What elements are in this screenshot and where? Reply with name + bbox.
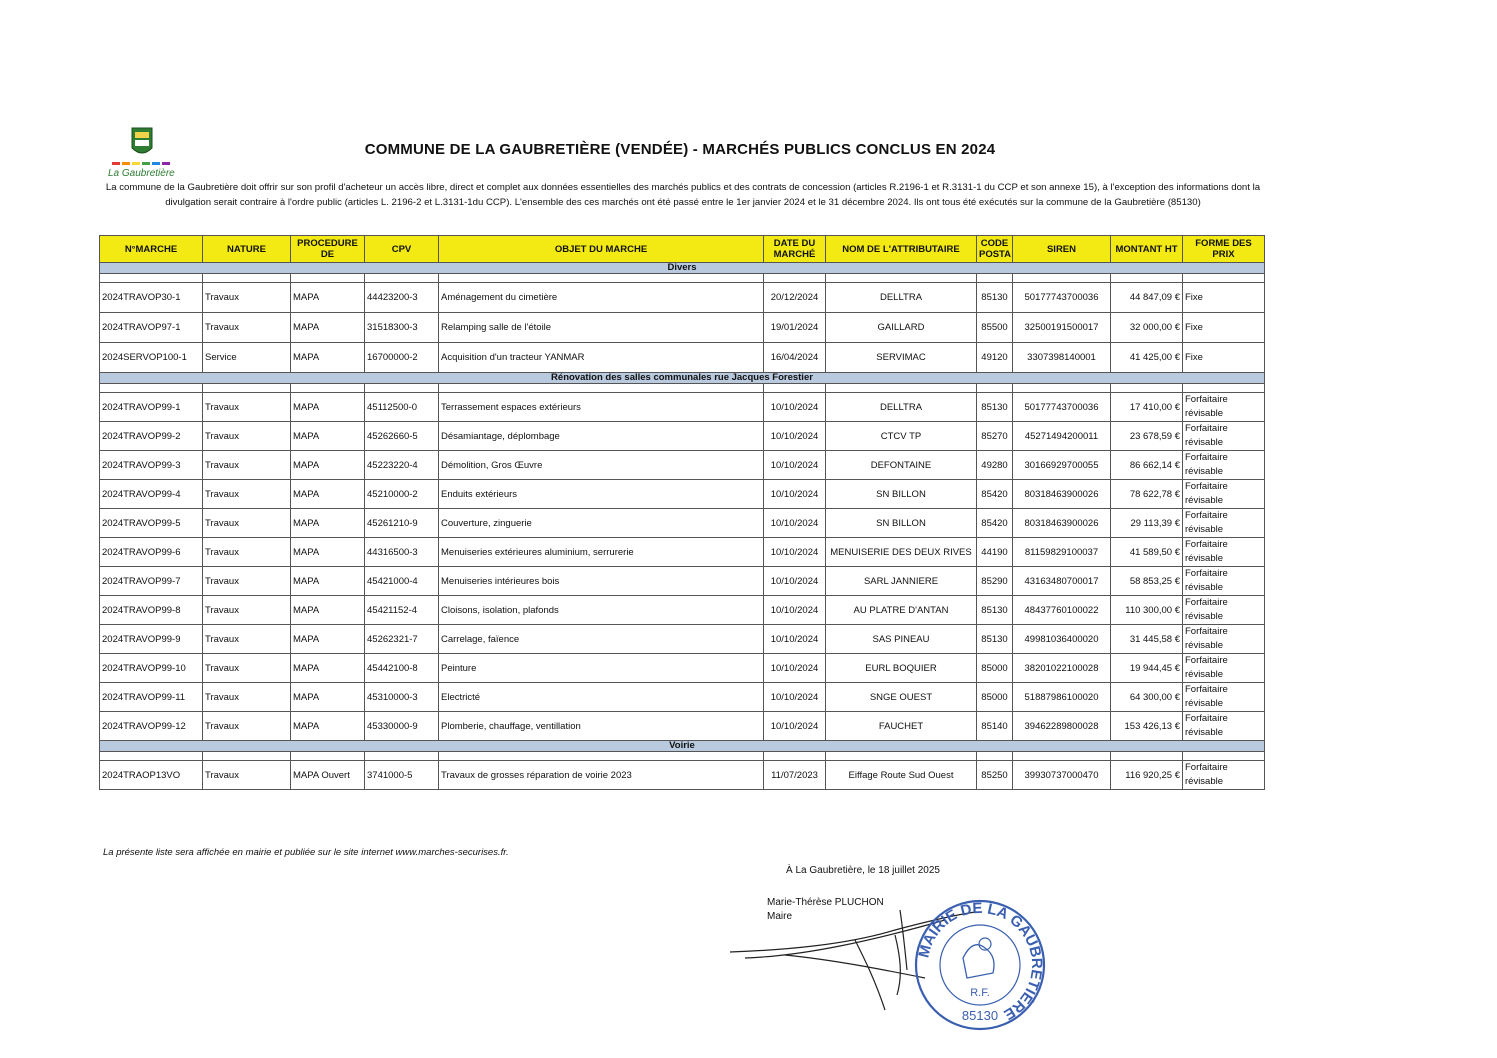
intro-paragraph: La commune de la Gaubretière doit offrir sur son profil d'acheteur un accès libre, direct et complet aux données essentielles des marchés publics et des contrats de concession (articles R.2196-1 et R.3131-1 du CCP et son annexe 15), à l'exception des informations dont la divulgation serait contraire à l'ordre public (articles L. 2196-2 et L.3131-1du CCP). L'ensemble des ces marchés ont été passé entre le 1er janvier 2024 et le 31 décembre 2024. Ils ont tous été exécutés sur la commune de la Gaubretière (85130) [105,182,1261,208]
table-cell: 45310000-3 [365,683,439,712]
svg-text:R.F.: R.F. [970,987,990,999]
empty-cell [977,752,1013,761]
table-cell: Forfaitaire révisable [1183,654,1265,683]
spacer-row [100,274,1265,283]
table-row [100,712,1265,741]
table-cell: 45223220-4 [365,451,439,480]
table-cell: 85140 [977,712,1013,741]
table-row [100,567,1265,596]
table-cell: 85250 [977,761,1013,790]
table-cell: 10/10/2024 [764,509,826,538]
table-cell: 2024TRAVOP97-1 [100,313,203,343]
empty-cell [1111,274,1183,283]
table-cell: Couverture, zinguerie [439,509,764,538]
svg-text:MAIRIE DE LA GAUBRETIÈRE: MAIRIE DE LA GAUBRETIÈRE [915,899,1046,1024]
table-cell: Désamiantage, déplombage [439,422,764,451]
empty-cell [826,274,977,283]
table-cell: 49981036400020 [1013,625,1111,654]
table-cell: 85420 [977,509,1013,538]
table-cell: 3741000-5 [365,761,439,790]
table-cell: 51887986100020 [1013,683,1111,712]
table-cell: 2024TRAVOP99-2 [100,422,203,451]
empty-cell [439,752,764,761]
table-cell: 2024TRAVOP99-6 [100,538,203,567]
table-cell: GAILLARD [826,313,977,343]
table-row [100,393,1265,422]
table-row [100,683,1265,712]
table-cell: 85130 [977,596,1013,625]
table-cell: 45271494200011 [1013,422,1111,451]
table-cell: MAPA [291,596,365,625]
table-cell: 45421152-4 [365,596,439,625]
table-cell: Plomberie, chauffage, ventillation [439,712,764,741]
section-header-row [100,741,1265,752]
table-cell: SN BILLON [826,509,977,538]
table-cell: 38201022100028 [1013,654,1111,683]
table-cell: 80318463900026 [1013,509,1111,538]
table-cell: 31518300-3 [365,313,439,343]
empty-cell [100,384,203,393]
section-title: Divers [100,263,1265,274]
table-cell: 2024TRAOP13VO [100,761,203,790]
table-row [100,343,1265,373]
table-cell: 10/10/2024 [764,712,826,741]
table-cell: Aménagement du cimetière [439,283,764,313]
table-row [100,283,1265,313]
empty-cell [291,752,365,761]
empty-cell [439,384,764,393]
table-cell: 80318463900026 [1013,480,1111,509]
table-cell: 44190 [977,538,1013,567]
table-cell: 85500 [977,313,1013,343]
table-cell: 85130 [977,625,1013,654]
empty-cell [1013,274,1111,283]
table-cell: MAPA [291,712,365,741]
table-cell: Forfaitaire révisable [1183,683,1265,712]
empty-cell [439,274,764,283]
table-cell: 19 944,45 € [1111,654,1183,683]
section-header-row [100,263,1265,274]
table-cell: Forfaitaire révisable [1183,596,1265,625]
spacer-row [100,384,1265,393]
empty-cell [1183,752,1265,761]
empty-cell [1183,384,1265,393]
table-cell: 2024TRAVOP99-10 [100,654,203,683]
table-cell: Travaux [203,422,291,451]
table-cell: Carrelage, faïence [439,625,764,654]
table-cell: Fixe [1183,283,1265,313]
table-cell: Forfaitaire révisable [1183,451,1265,480]
table-cell: 10/10/2024 [764,393,826,422]
table-cell: 2024SERVOP100-1 [100,343,203,373]
table-cell: 45112500-0 [365,393,439,422]
table-cell: 10/10/2024 [764,567,826,596]
table-cell: Travaux [203,654,291,683]
col-header: N°MARCHE [100,236,203,263]
table-cell: 17 410,00 € [1111,393,1183,422]
table-cell: 44316500-3 [365,538,439,567]
table-cell: Travaux [203,683,291,712]
table-cell: 10/10/2024 [764,683,826,712]
table-cell: Travaux [203,283,291,313]
table-row [100,654,1265,683]
empty-cell [1013,384,1111,393]
table-cell: 41 589,50 € [1111,538,1183,567]
table-cell: 2024TRAVOP99-3 [100,451,203,480]
svg-text:85130: 85130 [961,1008,999,1023]
empty-cell [764,384,826,393]
section-header-row [100,373,1265,384]
table-cell: 116 920,25 € [1111,761,1183,790]
col-header: OBJET DU MARCHE [439,236,764,263]
table-cell: Enduits extérieurs [439,480,764,509]
table-cell: Travaux [203,393,291,422]
table-cell: Service [203,343,291,373]
empty-cell [977,384,1013,393]
table-cell: 32 000,00 € [1111,313,1183,343]
col-header: FORME DES PRIX [1183,236,1265,263]
table-cell: 153 426,13 € [1111,712,1183,741]
table-cell: Menuiseries extérieures aluminium, serrurerie [439,538,764,567]
table-cell: Travaux [203,761,291,790]
table-cell: 85420 [977,480,1013,509]
table-row [100,313,1265,343]
table-cell: 85290 [977,567,1013,596]
table-cell: Forfaitaire révisable [1183,393,1265,422]
empty-cell [365,752,439,761]
table-cell: 64 300,00 € [1111,683,1183,712]
table-cell: MAPA Ouvert [291,761,365,790]
empty-cell [1111,384,1183,393]
table-cell: MAPA [291,451,365,480]
empty-cell [203,274,291,283]
empty-cell [1013,752,1111,761]
table-cell: 30166929700055 [1013,451,1111,480]
table-cell: 29 113,39 € [1111,509,1183,538]
table-cell: Forfaitaire révisable [1183,712,1265,741]
table-cell: Travaux [203,480,291,509]
table-cell: Forfaitaire révisable [1183,761,1265,790]
table-cell: MAPA [291,313,365,343]
table-cell: Forfaitaire révisable [1183,625,1265,654]
table-cell: Travaux [203,712,291,741]
table-cell: DEFONTAINE [826,451,977,480]
table-cell: 10/10/2024 [764,654,826,683]
empty-cell [365,384,439,393]
table-cell: 43163480700017 [1013,567,1111,596]
table-header-row [100,236,1265,263]
table-cell: MAPA [291,509,365,538]
table-cell: 85270 [977,422,1013,451]
table-cell: 3307398140001 [1013,343,1111,373]
table-cell: 23 678,59 € [1111,422,1183,451]
table-row [100,538,1265,567]
section-title: Rénovation des salles communales rue Jacques Forestier [100,373,1265,384]
signatory-name: Marie-Thérèse PLUCHON [767,897,884,908]
table-cell: 85130 [977,283,1013,313]
contracts-table [99,235,1265,790]
table-cell: Travaux [203,451,291,480]
table-row [100,480,1265,509]
empty-cell [764,752,826,761]
table-cell: 85000 [977,654,1013,683]
table-cell: MENUISERIE DES DEUX RIVES [826,538,977,567]
table-cell: 2024TRAVOP99-1 [100,393,203,422]
spacer-row [100,752,1265,761]
table-cell: 49120 [977,343,1013,373]
table-row [100,625,1265,654]
table-cell: Eiffage Route Sud Ouest [826,761,977,790]
table-cell: 2024TRAVOP30-1 [100,283,203,313]
table-cell: 10/10/2024 [764,538,826,567]
col-header: PROCEDURE DE [291,236,365,263]
table-cell: 78 622,78 € [1111,480,1183,509]
official-stamp [913,898,1047,1032]
empty-cell [1111,752,1183,761]
table-cell: 39930737000470 [1013,761,1111,790]
table-cell: Acquisition d'un tracteur YANMAR [439,343,764,373]
empty-cell [365,274,439,283]
table-cell: MAPA [291,538,365,567]
table-cell: MAPA [291,422,365,451]
table-cell: 45262660-5 [365,422,439,451]
table-cell: DELLTRA [826,393,977,422]
place-date: À La Gaubretière, le 18 juillet 2025 [786,865,940,876]
empty-cell [291,384,365,393]
table-cell: 10/10/2024 [764,480,826,509]
table-cell: SERVIMAC [826,343,977,373]
table-cell: 41 425,00 € [1111,343,1183,373]
table-cell: Travaux [203,567,291,596]
empty-cell [203,384,291,393]
table-cell: 58 853,25 € [1111,567,1183,596]
table-cell: 45421000-4 [365,567,439,596]
table-cell: 45262321-7 [365,625,439,654]
empty-cell [291,274,365,283]
col-header: NOM DE L'ATTRIBUTAIRE [826,236,977,263]
table-cell: 45261210-9 [365,509,439,538]
table-cell: 50177743700036 [1013,283,1111,313]
page-title: COMMUNE DE LA GAUBRETIÈRE (VENDÉE) - MARCHÉS PUBLICS CONCLUS EN 2024 [364,141,996,158]
table-cell: 39462289800028 [1013,712,1111,741]
table-cell: 32500191500017 [1013,313,1111,343]
table-cell: Forfaitaire révisable [1183,567,1265,596]
table-cell: Relamping salle de l'étoile [439,313,764,343]
table-cell: 2024TRAVOP99-12 [100,712,203,741]
table-cell: 20/12/2024 [764,283,826,313]
table-cell: 49280 [977,451,1013,480]
table-cell: Travaux [203,313,291,343]
table-cell: SN BILLON [826,480,977,509]
table-cell: 44 847,09 € [1111,283,1183,313]
table-cell: Démolition, Gros Œuvre [439,451,764,480]
table-cell: Forfaitaire révisable [1183,509,1265,538]
table-cell: EURL BOQUIER [826,654,977,683]
table-cell: 48437760100022 [1013,596,1111,625]
table-cell: CTCV TP [826,422,977,451]
empty-cell [826,752,977,761]
table-cell: 31 445,58 € [1111,625,1183,654]
table-row [100,761,1265,790]
table-cell: 44423200-3 [365,283,439,313]
table-cell: SNGE OUEST [826,683,977,712]
section-title: Voirie [100,741,1265,752]
empty-cell [977,274,1013,283]
table-row [100,509,1265,538]
table-cell: Forfaitaire révisable [1183,422,1265,451]
table-cell: Travaux [203,538,291,567]
table-cell: Forfaitaire révisable [1183,538,1265,567]
table-cell: DELLTRA [826,283,977,313]
table-cell: Travaux [203,625,291,654]
table-cell: 2024TRAVOP99-8 [100,596,203,625]
table-cell: 10/10/2024 [764,596,826,625]
table-cell: 16700000-2 [365,343,439,373]
empty-cell [1183,274,1265,283]
table-cell: Cloisons, isolation, plafonds [439,596,764,625]
table-cell: 2024TRAVOP99-7 [100,567,203,596]
table-cell: 45330000-9 [365,712,439,741]
signatory-role: Maire [767,911,793,922]
table-cell: MAPA [291,654,365,683]
col-header: MONTANT HT [1111,236,1183,263]
table-cell: 2024TRAVOP99-4 [100,480,203,509]
table-cell: 86 662,14 € [1111,451,1183,480]
table-cell: Fixe [1183,343,1265,373]
table-cell: Travaux de grosses réparation de voirie 2023 [439,761,764,790]
table-cell: MAPA [291,393,365,422]
table-cell: 10/10/2024 [764,451,826,480]
col-header: CPV [365,236,439,263]
table-cell: 110 300,00 € [1111,596,1183,625]
table-row [100,451,1265,480]
table-cell: MAPA [291,683,365,712]
table-cell: FAUCHET [826,712,977,741]
table-cell: 85130 [977,393,1013,422]
table-cell: 10/10/2024 [764,422,826,451]
table-cell: MAPA [291,480,365,509]
table-row [100,422,1265,451]
table-cell: 85000 [977,683,1013,712]
logo-caption: La Gaubretière [108,168,175,179]
table-row [100,596,1265,625]
table-cell: Menuiseries intérieures bois [439,567,764,596]
table-cell: Terrassement espaces extérieurs [439,393,764,422]
table-cell: Forfaitaire révisable [1183,480,1265,509]
table-cell: MAPA [291,283,365,313]
table-cell: SARL JANNIERE [826,567,977,596]
table-cell: 11/07/2023 [764,761,826,790]
table-cell: MAPA [291,343,365,373]
table-cell: Travaux [203,596,291,625]
table-cell: 45210000-2 [365,480,439,509]
table-cell: Electricté [439,683,764,712]
table-cell: 50177743700036 [1013,393,1111,422]
table-cell: Travaux [203,509,291,538]
table-cell: 45442100-8 [365,654,439,683]
table-cell: 10/10/2024 [764,625,826,654]
col-header: CODE POSTA [977,236,1013,263]
table-cell: SAS PINEAU [826,625,977,654]
table-cell: 2024TRAVOP99-11 [100,683,203,712]
table-cell: Fixe [1183,313,1265,343]
table-cell: 19/01/2024 [764,313,826,343]
col-header: DATE DU MARCHÉ [764,236,826,263]
empty-cell [826,384,977,393]
table-cell: AU PLATRE D'ANTAN [826,596,977,625]
empty-cell [100,274,203,283]
col-header: NATURE [203,236,291,263]
table-cell: Peinture [439,654,764,683]
empty-cell [100,752,203,761]
table-cell: 81159829100037 [1013,538,1111,567]
table-cell: 16/04/2024 [764,343,826,373]
empty-cell [203,752,291,761]
col-header: SIREN [1013,236,1111,263]
empty-cell [764,274,826,283]
table-cell: 2024TRAVOP99-9 [100,625,203,654]
publication-note: La présente liste sera affichée en mairie et publiée sur le site internet www.marches-securises.fr. [103,847,509,858]
table-cell: 2024TRAVOP99-5 [100,509,203,538]
table-cell: MAPA [291,567,365,596]
table-cell: MAPA [291,625,365,654]
